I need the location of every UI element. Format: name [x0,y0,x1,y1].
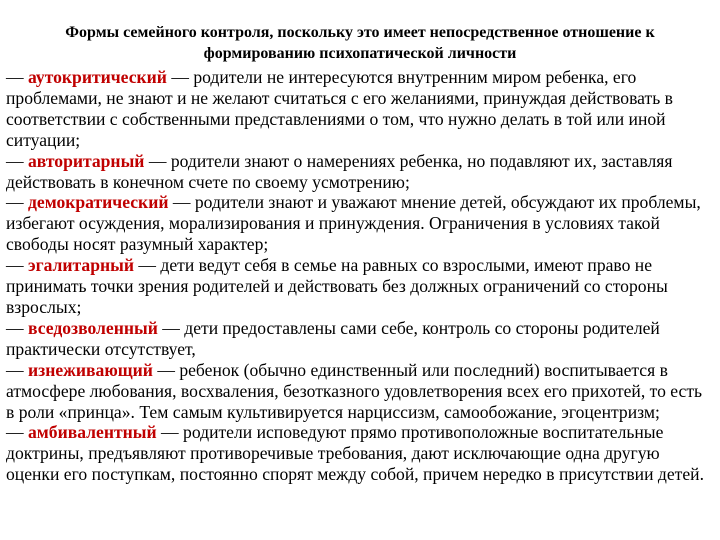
term-pampering: изнеживающий [28,359,153,380]
item-description: — родители исповедуют прямо противоположные воспитательные доктрины, предъявляют противоречивые требования, дают исключающие одна другую оценки его поступкам, постоянно спорят между собой, причем нередко в присутствии детей. [6,422,704,485]
item-dash: — [6,67,28,87]
item-dash: — [6,192,28,213]
item-dash: — [6,359,28,380]
item-dash: — [6,150,28,171]
term-democratic: демократический [28,192,169,213]
term-egalitarian: эгалитарный [28,255,135,276]
item-description: — родители знают и уважают мнение детей, обсуждают их проблемы, избегают осуждения, морализирования и принуждения. Ограничения в условиях такой свободы носят разумный характер; [6,192,701,255]
slide-title-line-2: формированию психопатической личности [203,45,517,62]
term-permissive: вседозволенный [28,317,158,338]
item-description: — родители не интересуются внутренним миром ребенка, его проблемами, не знают и не желают считаться с его желаниями, принуждая действовать в соответствии с собственными представлениями о том, что нужно делать в той или иной ситуации; [6,67,673,150]
list-item-authoritarian [6,151,714,193]
item-dash: — [6,422,28,443]
item-dash: — [6,255,28,276]
term-autocritical: аутокритический [28,67,167,87]
item-dash: — [6,317,28,338]
list-item-egalitarian [6,255,714,318]
item-description: — дети предоставлены сами себе, контроль со стороны родителей практически отсутствует, [6,317,660,359]
item-description: — родители знают о намерениях ребенка, но подавляют их, заставляя действовать в конечном счете по своему усмотрению; [6,150,673,192]
term-authoritarian: авторитарный [28,150,145,171]
slide-title [0,22,720,64]
list-item-permissive [6,318,714,360]
list-item-democratic [6,192,714,255]
term-ambivalent: амбивалентный [28,422,157,443]
item-description: — дети ведут себя в семье на равных со взрослыми, имеют право не принимать точки зрения родителей и действовать без должных ограничений со стороны взрослых; [6,255,668,317]
slide-title-line-1: Формы семейного контроля, поскольку это имеет непосредственное отношение к [65,24,655,41]
list-item-ambivalent [6,422,714,485]
item-description: — ребенок (обычно единственный или последний) воспитывается в атмосфере любования, восхваления, безотказного удовлетворения всех его прихотей, то есть в роли «принца». Тем самым культивируется нарциссизм, самообожание, эгоцентризм; [6,359,703,422]
list-item-pampering [6,360,714,423]
control-forms-list [6,67,714,485]
list-item-autocritical [6,67,714,151]
